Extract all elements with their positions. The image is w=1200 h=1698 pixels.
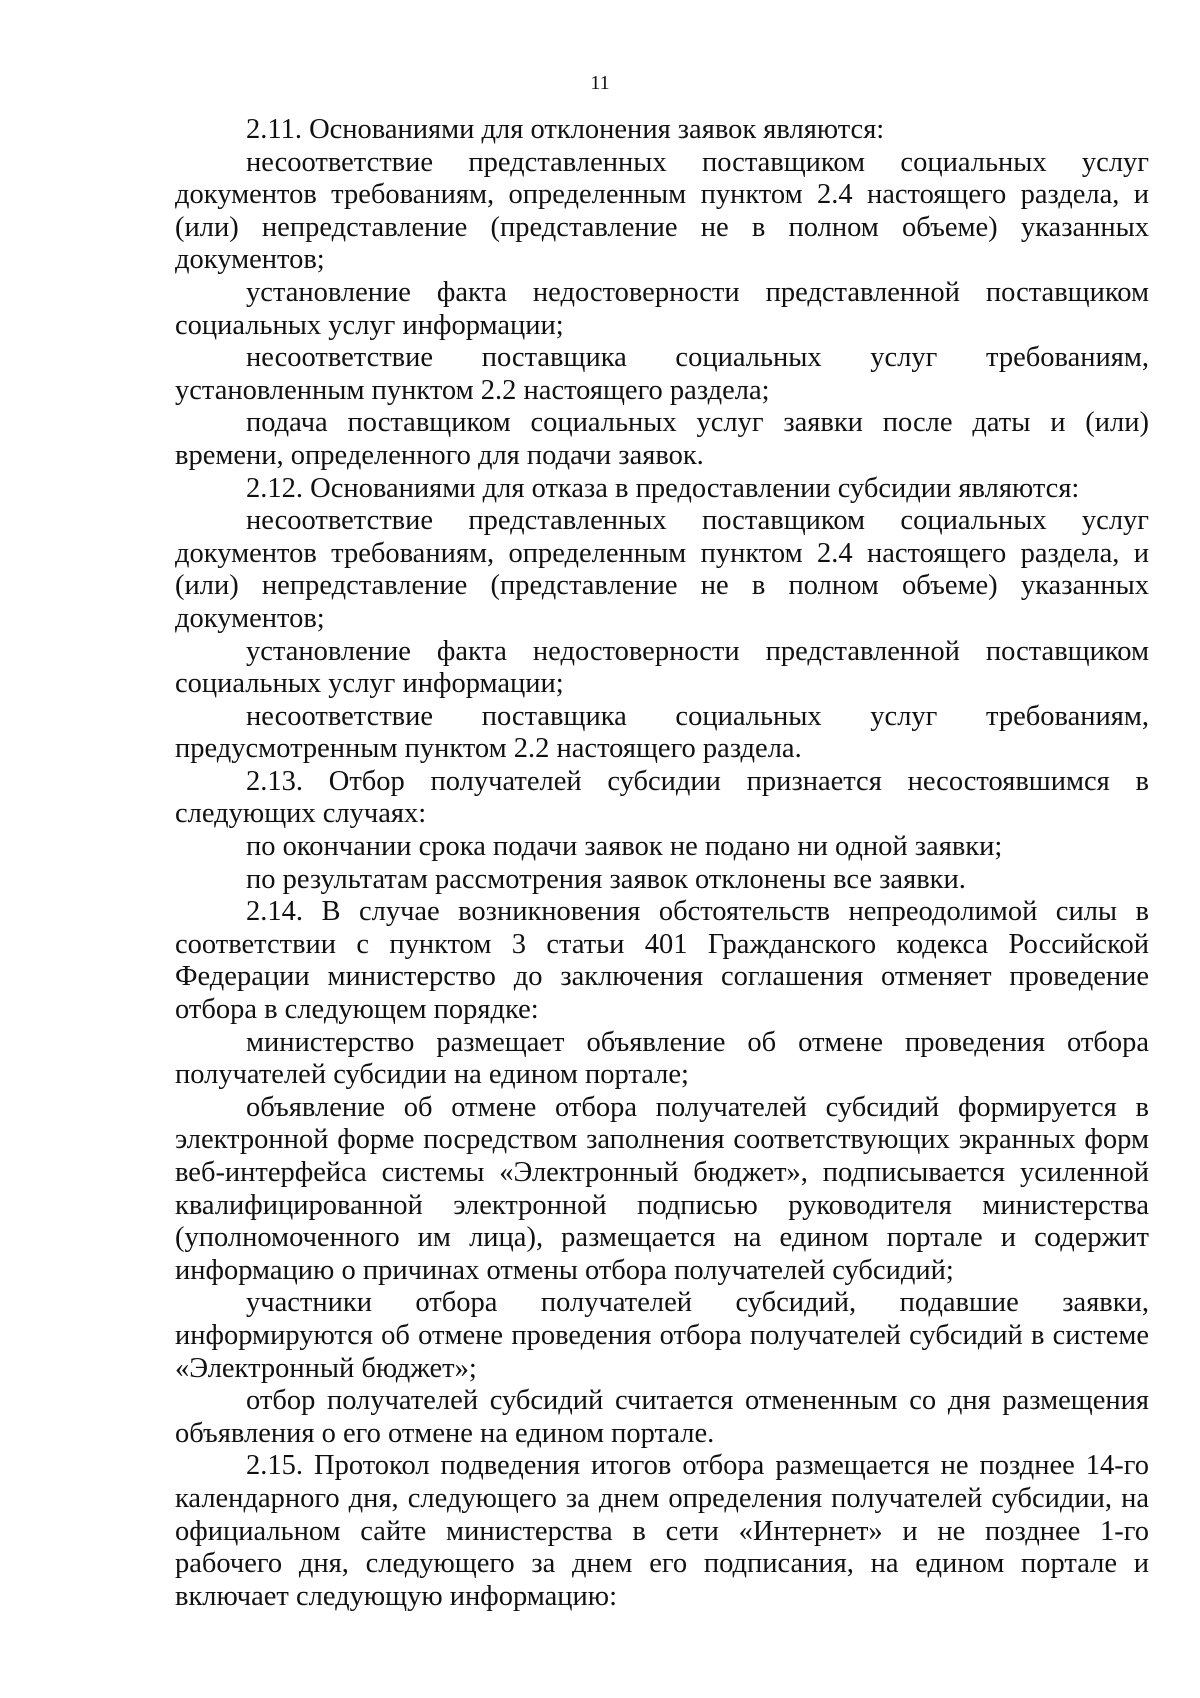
paragraph: по результатам рассмотрения заявок отклонены все заявки. bbox=[246, 863, 966, 895]
paragraph: 2.11. Основаниями для отклонения заявок являются: bbox=[246, 114, 885, 145]
paragraph: по окончании срока подачи заявок не подано ни одной заявки; bbox=[246, 831, 1003, 863]
paragraph: 2.15. Протокол подведения итогов отбора размещается не позднее 14-го календарного дня, следующего за днем определения получателей субсидии, на официальном сайте министерства в сети «Интернет» и не позднее 1-го рабочего дня, следующего за днем его подписания, на едином портале и включает следующую информацию: bbox=[175, 1450, 1149, 1612]
document-body bbox=[175, 114, 1149, 1613]
paragraph: установление факта недостоверности представленной поставщиком социальных услуг информации; bbox=[175, 635, 1149, 700]
paragraph: несоответствие поставщика социальных услуг требованиям, предусмотренным пунктом 2.2 настоящего раздела. bbox=[175, 700, 1149, 765]
paragraph: несоответствие представленных поставщиком социальных услуг документов требованиям, определенным пунктом 2.4 настоящего раздела, и (или) непредставление (представление не в полном объеме) указанных документов; bbox=[175, 146, 1149, 276]
paragraph: несоответствие поставщика социальных услуг требованиям, установленным пунктом 2.2 настоящего раздела; bbox=[175, 342, 1149, 406]
paragraph: 2.13. Отбор получателей субсидии признается несостоявшимся в следующих случаях: bbox=[175, 765, 1149, 830]
paragraph: министерство размещает объявление об отмене проведения отбора получателей субсидии на едином портале; bbox=[175, 1026, 1149, 1091]
page-number: 11 bbox=[590, 72, 610, 94]
paragraph: отбор получателей субсидий считается отмененным со дня размещения объявления о его отмене на едином портале. bbox=[175, 1385, 1149, 1449]
paragraph: участники отбора получателей субсидий, подавшие заявки, информируются об отмене проведения отбора получателей субсидий в системе «Электронный бюджет»; bbox=[175, 1287, 1149, 1384]
paragraph: несоответствие представленных поставщиком социальных услуг документов требованиям, определенным пунктом 2.4 настоящего раздела, и (или) непредставление (представление не в полном объеме) указанных документов; bbox=[175, 505, 1149, 634]
paragraph: подача поставщиком социальных услуг заявки после даты и (или) времени, определенного для подачи заявок. bbox=[175, 407, 1149, 471]
paragraph: объявление об отмене отбора получателей субсидий формируется в электронной форме посредством заполнения соответствующих экранных форм веб-интерфейса системы «Электронный бюджет», подписывается усиленной квалифицированной электронной подписью руководителя министерства (уполномоченного им лица), размещается на едином портале и содержит информацию о причинах отмены отбора получателей субсидий; bbox=[175, 1091, 1149, 1286]
paragraph: 2.12. Основаниями для отказа в предоставлении субсидии являются: bbox=[246, 472, 1080, 504]
paragraph: установление факта недостоверности представленной поставщиком социальных услуг информации; bbox=[175, 276, 1149, 341]
paragraph: 2.14. В случае возникновения обстоятельств непреодолимой силы в соответствии с пунктом 3 статьи 401 Гражданского кодекса Российской Федерации министерство до заключения соглашения отменяет проведение отбора в следующем порядке: bbox=[175, 896, 1149, 1026]
